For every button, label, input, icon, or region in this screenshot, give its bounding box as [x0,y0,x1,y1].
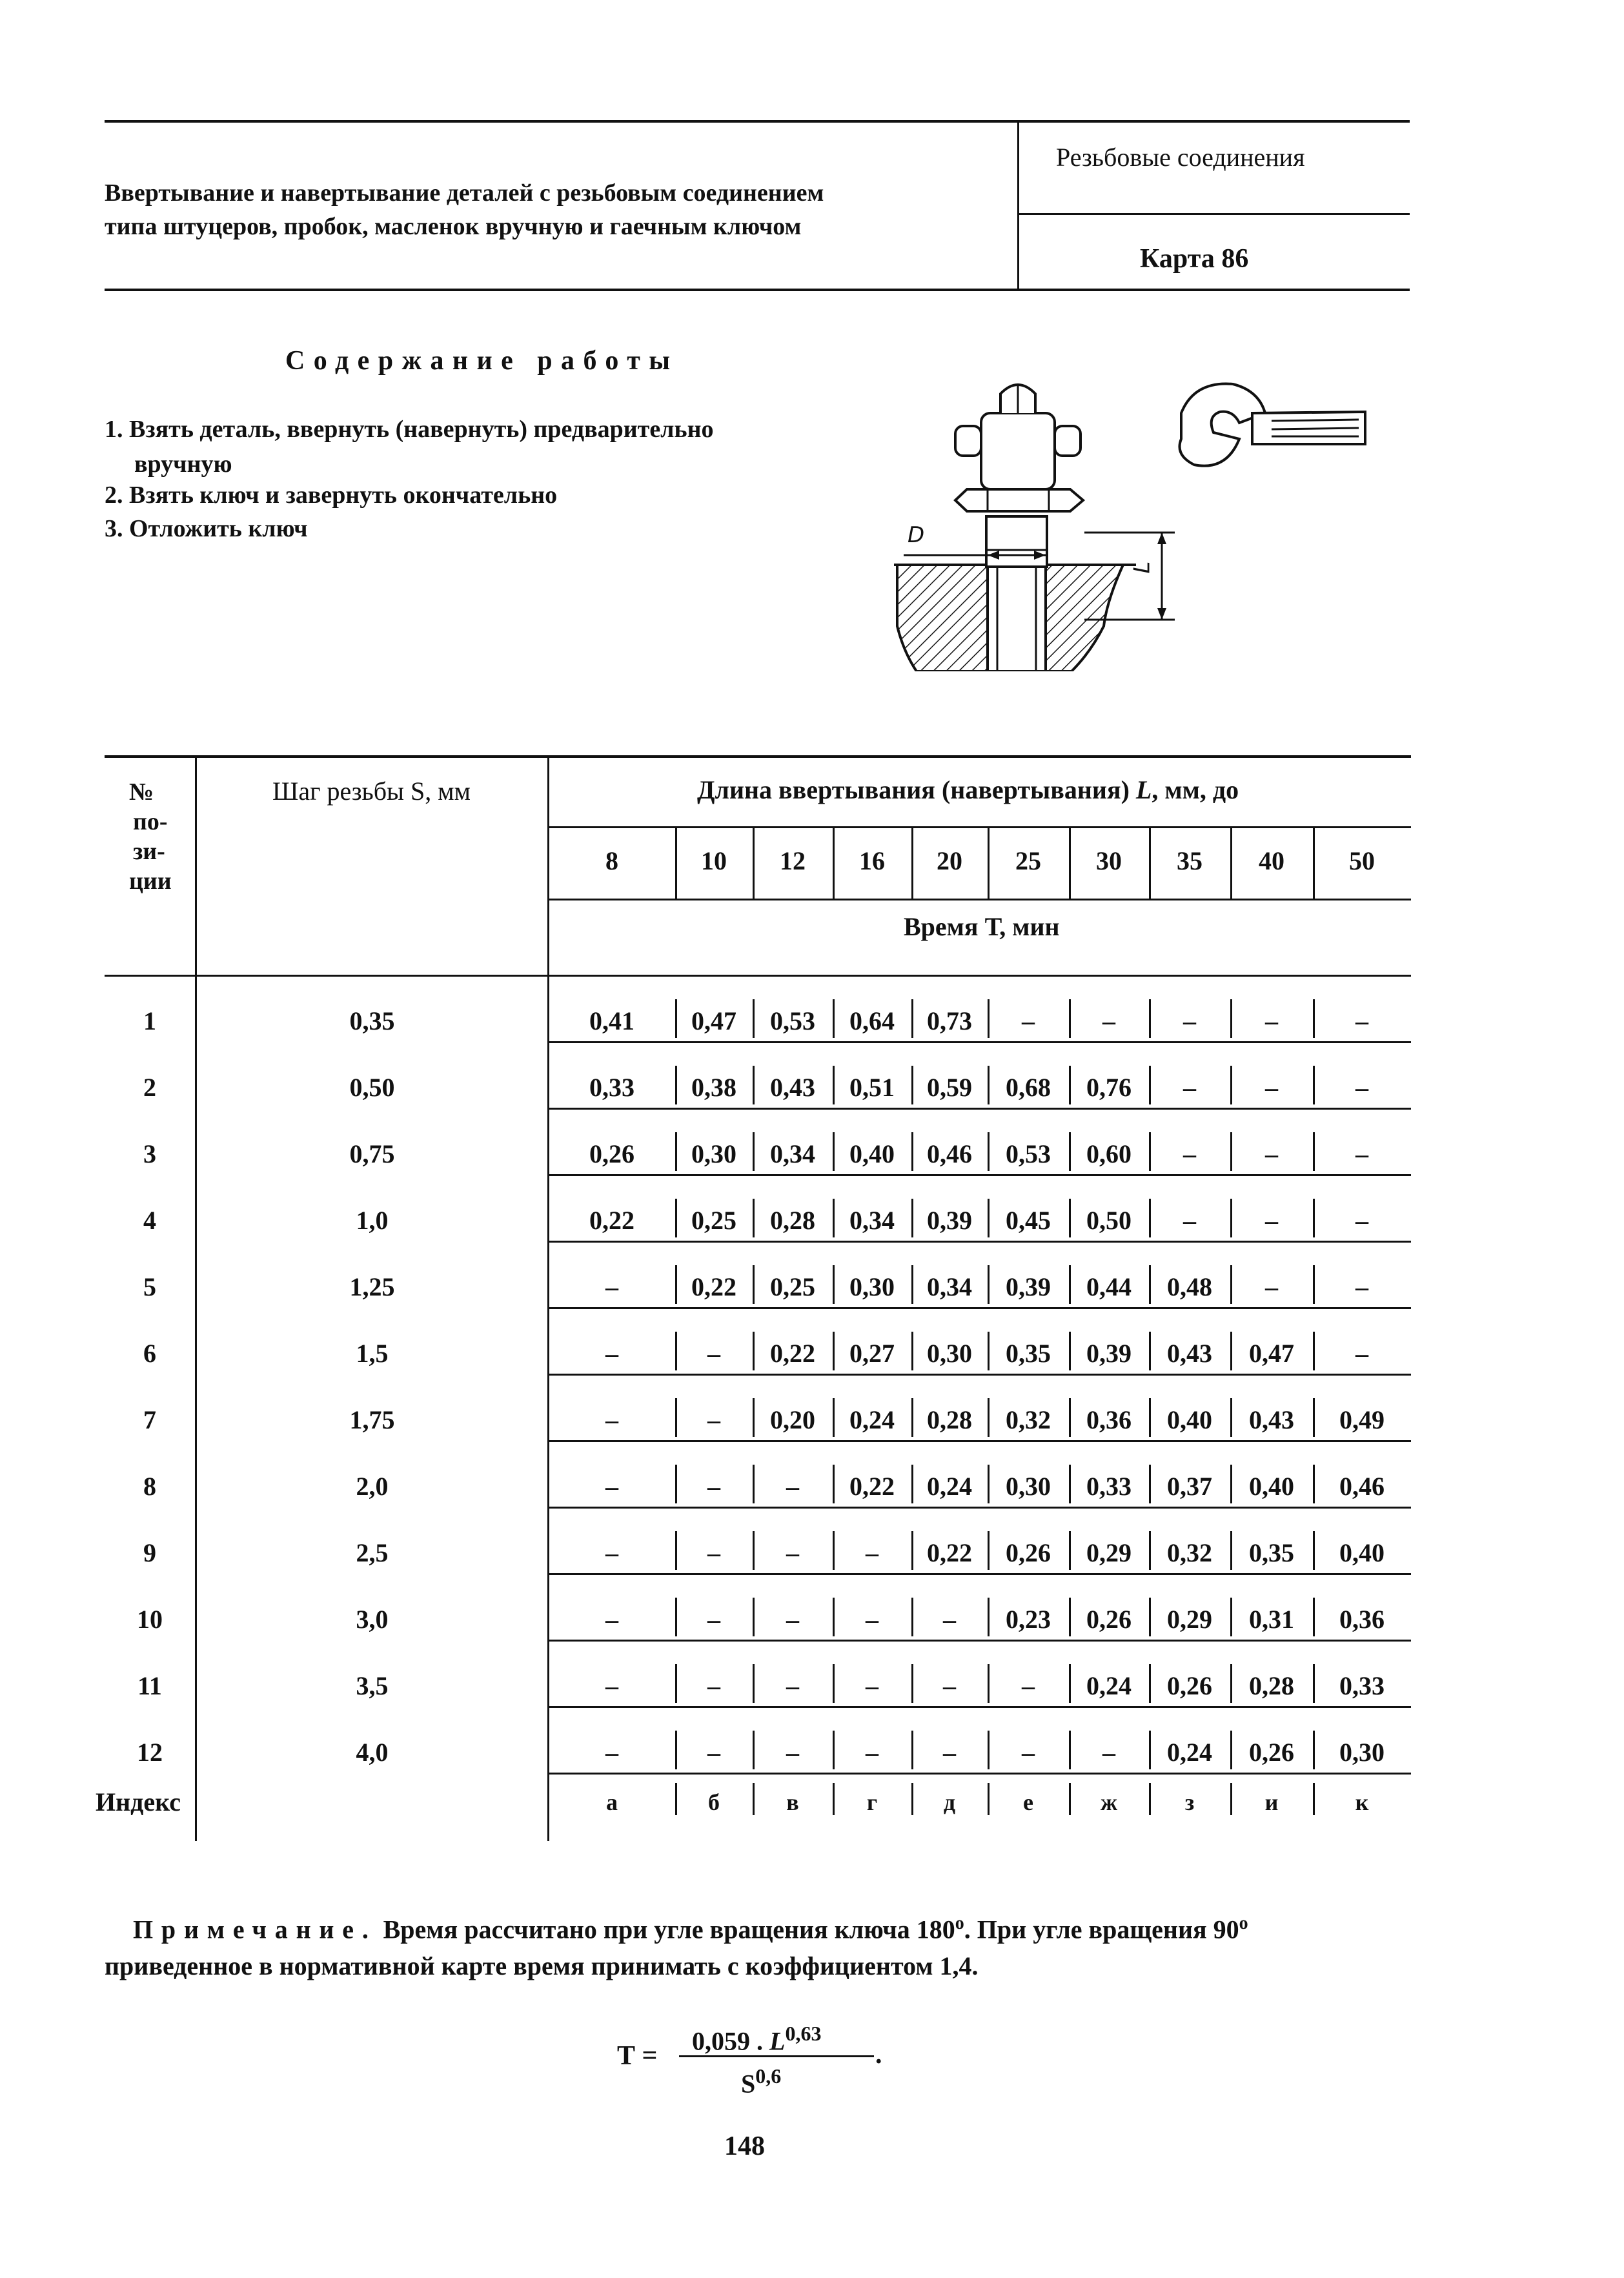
row-pitch: 3,5 [356,1671,389,1700]
time-cell: 0,22 [691,1272,736,1301]
time-cell: 0,35 [1249,1538,1294,1567]
length-header-cell: 12 [780,846,806,875]
header-length-rule [549,826,1411,828]
time-cell: 0,64 [849,1006,895,1035]
col-header-length-prefix: Длина ввертывания (навертывания) [697,775,1136,804]
table-header-bottom-rule [105,975,1411,977]
note-line1 [133,1915,1248,1942]
fitting-diagram [891,368,1420,671]
time-cell: 0,29 [1167,1605,1212,1634]
note-degree-1: о [955,1913,964,1933]
time-cell: 0,26 [1086,1605,1132,1634]
col-header-pos-4: ции [129,868,172,895]
length-header-cell: 10 [701,846,727,875]
header-bottom-rule [105,289,1410,291]
time-cell: – [707,1738,720,1767]
time-cell: – [1265,1272,1278,1301]
time-cell: 0,28 [770,1206,815,1235]
time-cell: 0,24 [1086,1671,1132,1700]
time-cell: 0,30 [691,1139,736,1168]
work-step-1-cont: вручную [134,451,232,478]
time-cell: 0,48 [1167,1272,1212,1301]
time-cell: – [605,1605,618,1634]
time-cell: – [605,1272,618,1301]
time-cell: 0,23 [1006,1605,1051,1634]
time-cell: – [707,1671,720,1700]
note-degree-2: о [1239,1913,1248,1933]
formula-l-var: L [769,2026,786,2056]
time-cell: 0,34 [849,1206,895,1235]
time-cell: – [1355,1006,1368,1035]
time-cell: 0,24 [927,1472,972,1501]
time-cell: 0,36 [1086,1405,1132,1434]
length-header-cell: 30 [1096,846,1122,875]
table-top-rule [105,755,1411,758]
row-position: 5 [143,1272,156,1301]
row-position: 11 [137,1671,162,1700]
length-header-cell: 35 [1177,846,1203,875]
formula-tail: . [875,2040,882,2070]
time-cell: – [866,1605,878,1634]
time-cell: 0,53 [1006,1139,1051,1168]
time-cell: – [1102,1006,1115,1035]
page-number: 148 [724,2131,765,2161]
time-cell: – [1355,1206,1368,1235]
time-cell: 0,22 [849,1472,895,1501]
header-time-rule [549,899,1411,900]
time-cell: 0,34 [770,1139,815,1168]
note-line2: приведенное в нормативной карте время принимать с коэффициентом 1,4. [105,1951,979,1980]
time-cell: – [943,1738,956,1767]
note-text2: . При угле вращения 90 [964,1915,1239,1944]
time-cell: 0,39 [1006,1272,1051,1301]
time-cell: 0,26 [1006,1538,1051,1567]
time-cell: – [866,1538,878,1567]
time-cell: 0,34 [927,1272,972,1301]
time-cell: – [1022,1738,1035,1767]
time-cell: 0,43 [770,1073,815,1102]
time-cell: 0,41 [589,1006,634,1035]
time-cell: 0,43 [1249,1405,1294,1434]
time-cell: 0,53 [770,1006,815,1035]
time-cell: 0,68 [1006,1073,1051,1102]
work-step-3: 3. Отложить ключ [105,515,308,542]
length-header-cell: 25 [1015,846,1041,875]
time-cell: – [866,1671,878,1700]
time-cell: – [786,1671,799,1700]
time-cell: 0,30 [1006,1472,1051,1501]
formula-s-var: S [741,2069,756,2099]
time-cell: 0,39 [927,1206,972,1235]
col-header-time: Время Т, мин [904,912,1060,941]
time-cell: 0,20 [770,1405,815,1434]
row-rule [549,1773,1411,1775]
time-cell: 0,51 [849,1073,895,1102]
row-pitch: 1,5 [356,1339,389,1368]
row-rule [549,1108,1411,1110]
row-rule [549,1241,1411,1243]
time-cell: – [1265,1073,1278,1102]
header-divider [1017,123,1019,289]
time-cell: 0,45 [1006,1206,1051,1235]
time-cell: 0,32 [1167,1538,1212,1567]
header-title-line2: типа штуцеров, пробок, масленок вручную и гаечным ключом [105,213,802,240]
time-cell: 0,73 [927,1006,972,1035]
time-cell: 0,31 [1249,1605,1294,1634]
time-cell: 0,29 [1086,1538,1132,1567]
time-cell: 0,39 [1086,1339,1132,1368]
row-position: 12 [137,1738,163,1767]
time-cell: – [707,1472,720,1501]
length-header-cell: 40 [1259,846,1284,875]
col-header-pos-3: зи- [133,838,165,865]
time-cell: 0,28 [927,1405,972,1434]
time-cell: – [605,1405,618,1434]
time-cell: – [1183,1206,1196,1235]
time-cell: 0,36 [1339,1605,1385,1634]
time-cell: 0,50 [1086,1206,1132,1235]
time-cell: 0,46 [927,1139,972,1168]
time-cell: – [1183,1073,1196,1102]
col-header-pos-2: по- [133,808,168,835]
row-rule [549,1307,1411,1309]
dimension-label-l: L [1129,561,1155,574]
row-pitch: 1,25 [349,1272,395,1301]
time-cell: 0,26 [589,1139,634,1168]
note-text1: Время рассчитано при угле вращения ключа 180 [383,1915,955,1944]
row-pitch: 2,0 [356,1472,389,1501]
time-cell: – [1355,1272,1368,1301]
time-cell: 0,40 [1339,1538,1385,1567]
row-position: 6 [143,1339,156,1368]
time-cell: – [786,1738,799,1767]
index-cell: к [1355,1789,1369,1815]
time-cell: 0,60 [1086,1139,1132,1168]
length-header-cell: 8 [605,846,618,875]
index-cell: б [708,1789,720,1815]
formula-s-exp: 0,6 [755,2064,782,2088]
time-cell: 0,28 [1249,1671,1294,1700]
row-position: 4 [143,1206,156,1235]
row-rule [549,1041,1411,1043]
row-pitch: 2,5 [356,1538,389,1567]
time-cell: – [605,1472,618,1501]
row-pitch: 1,75 [349,1405,395,1434]
row-rule [549,1440,1411,1442]
index-cell: в [786,1789,799,1815]
index-cell: г [866,1789,878,1815]
time-cell: – [707,1405,720,1434]
time-cell: – [1102,1738,1115,1767]
row-rule [549,1573,1411,1575]
row-pitch: 1,0 [356,1206,389,1235]
time-cell: 0,37 [1167,1472,1212,1501]
time-cell: 0,76 [1086,1073,1132,1102]
time-cell: – [1022,1671,1035,1700]
index-cell: е [1023,1789,1033,1815]
note-label: Примечание. [133,1915,377,1944]
time-cell: 0,24 [1167,1738,1212,1767]
time-cell: 0,26 [1249,1738,1294,1767]
length-header-cell: 20 [937,846,962,875]
time-cell: 0,59 [927,1073,972,1102]
col-header-length-var: L [1135,775,1152,804]
time-cell: – [1183,1006,1196,1035]
formula-numerator [692,2023,821,2054]
row-pitch: 0,75 [349,1139,395,1168]
length-header-cell: 16 [859,846,885,875]
time-cell: – [1355,1139,1368,1168]
time-cell: – [866,1738,878,1767]
row-rule [549,1640,1411,1642]
time-cell: – [1265,1006,1278,1035]
time-cell: – [786,1472,799,1501]
col-header-length-suffix: , мм, до [1152,775,1239,804]
header-right-mid-rule [1019,213,1410,215]
time-cell: – [943,1671,956,1700]
time-cell: – [707,1538,720,1567]
row-pitch: 0,35 [349,1006,395,1035]
time-cell: – [1355,1073,1368,1102]
header-card-number: Карта 86 [1140,244,1249,274]
time-cell: 0,40 [1249,1472,1294,1501]
row-position: 2 [143,1073,156,1102]
time-cell: 0,43 [1167,1339,1212,1368]
time-cell: – [1355,1339,1368,1368]
time-cell: – [1265,1139,1278,1168]
row-position: 3 [143,1139,156,1168]
dimension-label-d: D [908,522,925,548]
header-category: Резьбовые соединения [1056,143,1305,172]
row-rule [549,1174,1411,1176]
time-cell: 0,49 [1339,1405,1385,1434]
time-cell: 0,26 [1167,1671,1212,1700]
time-cell: – [786,1605,799,1634]
time-cell: 0,47 [1249,1339,1294,1368]
index-cell: з [1184,1789,1195,1815]
time-cell: – [943,1605,956,1634]
time-cell: – [605,1671,618,1700]
time-cell: 0,35 [1006,1339,1051,1368]
time-cell: 0,40 [849,1139,895,1168]
time-cell: 0,44 [1086,1272,1132,1301]
time-cell: 0,30 [927,1339,972,1368]
time-cell: – [605,1339,618,1368]
time-cell: – [1022,1006,1035,1035]
time-cell: – [707,1605,720,1634]
time-cell: 0,30 [849,1272,895,1301]
time-cell: – [605,1538,618,1567]
col-header-pitch: Шаг резьбы S, мм [272,777,471,806]
formula-fraction-bar [679,2055,874,2057]
time-cell: 0,40 [1167,1405,1212,1434]
work-step-2: 2. Взять ключ и завернуть окончательно [105,482,558,509]
row-pitch: 3,0 [356,1605,389,1634]
row-rule [549,1706,1411,1708]
header-title-line1: Ввертывание и навертывание деталей с резьбовым соединением [105,179,824,207]
time-cell: – [786,1538,799,1567]
col-header-length [697,777,1239,803]
time-cell: – [605,1738,618,1767]
formula-lhs: Т = [617,2041,658,2071]
row-position: 9 [143,1538,156,1567]
time-cell: 0,27 [849,1339,895,1368]
time-cell: 0,25 [691,1206,736,1235]
time-cell: 0,33 [589,1073,634,1102]
row-rule [549,1507,1411,1509]
time-cell: 0,22 [589,1206,634,1235]
row-rule [549,1374,1411,1376]
row-pitch: 4,0 [356,1738,389,1767]
time-cell: 0,38 [691,1073,736,1102]
index-cell: а [606,1789,618,1815]
row-position: 1 [143,1006,156,1035]
row-position: 8 [143,1472,156,1501]
header-top-rule [105,120,1410,123]
index-label: Индекс [96,1787,181,1816]
length-header-cell: 50 [1349,846,1375,875]
index-cell: ж [1100,1789,1118,1815]
formula-l-exp: 0,63 [785,2022,822,2045]
time-cell: 0,33 [1086,1472,1132,1501]
time-cell: – [1265,1206,1278,1235]
index-cell: д [943,1789,956,1815]
time-cell: 0,24 [849,1405,895,1434]
row-position: 10 [137,1605,163,1634]
formula-denominator [741,2066,781,2097]
time-cell: 0,22 [770,1339,815,1368]
col-header-pos-1: № [129,778,154,806]
time-cell: – [707,1339,720,1368]
work-heading: Содержание работы [285,346,679,376]
time-cell: 0,32 [1006,1405,1051,1434]
time-cell: 0,30 [1339,1738,1385,1767]
time-cell: 0,46 [1339,1472,1385,1501]
time-cell: 0,47 [691,1006,736,1035]
time-cell: 0,33 [1339,1671,1385,1700]
row-position: 7 [143,1405,156,1434]
time-cell: – [1183,1139,1196,1168]
index-cell: и [1264,1789,1279,1815]
time-cell: 0,25 [770,1272,815,1301]
row-pitch: 0,50 [349,1073,395,1102]
work-step-1: 1. Взять деталь, ввернуть (навернуть) предварительно [105,416,714,443]
formula-coef: 0,059 . [692,2026,769,2056]
time-cell: 0,22 [927,1538,972,1567]
